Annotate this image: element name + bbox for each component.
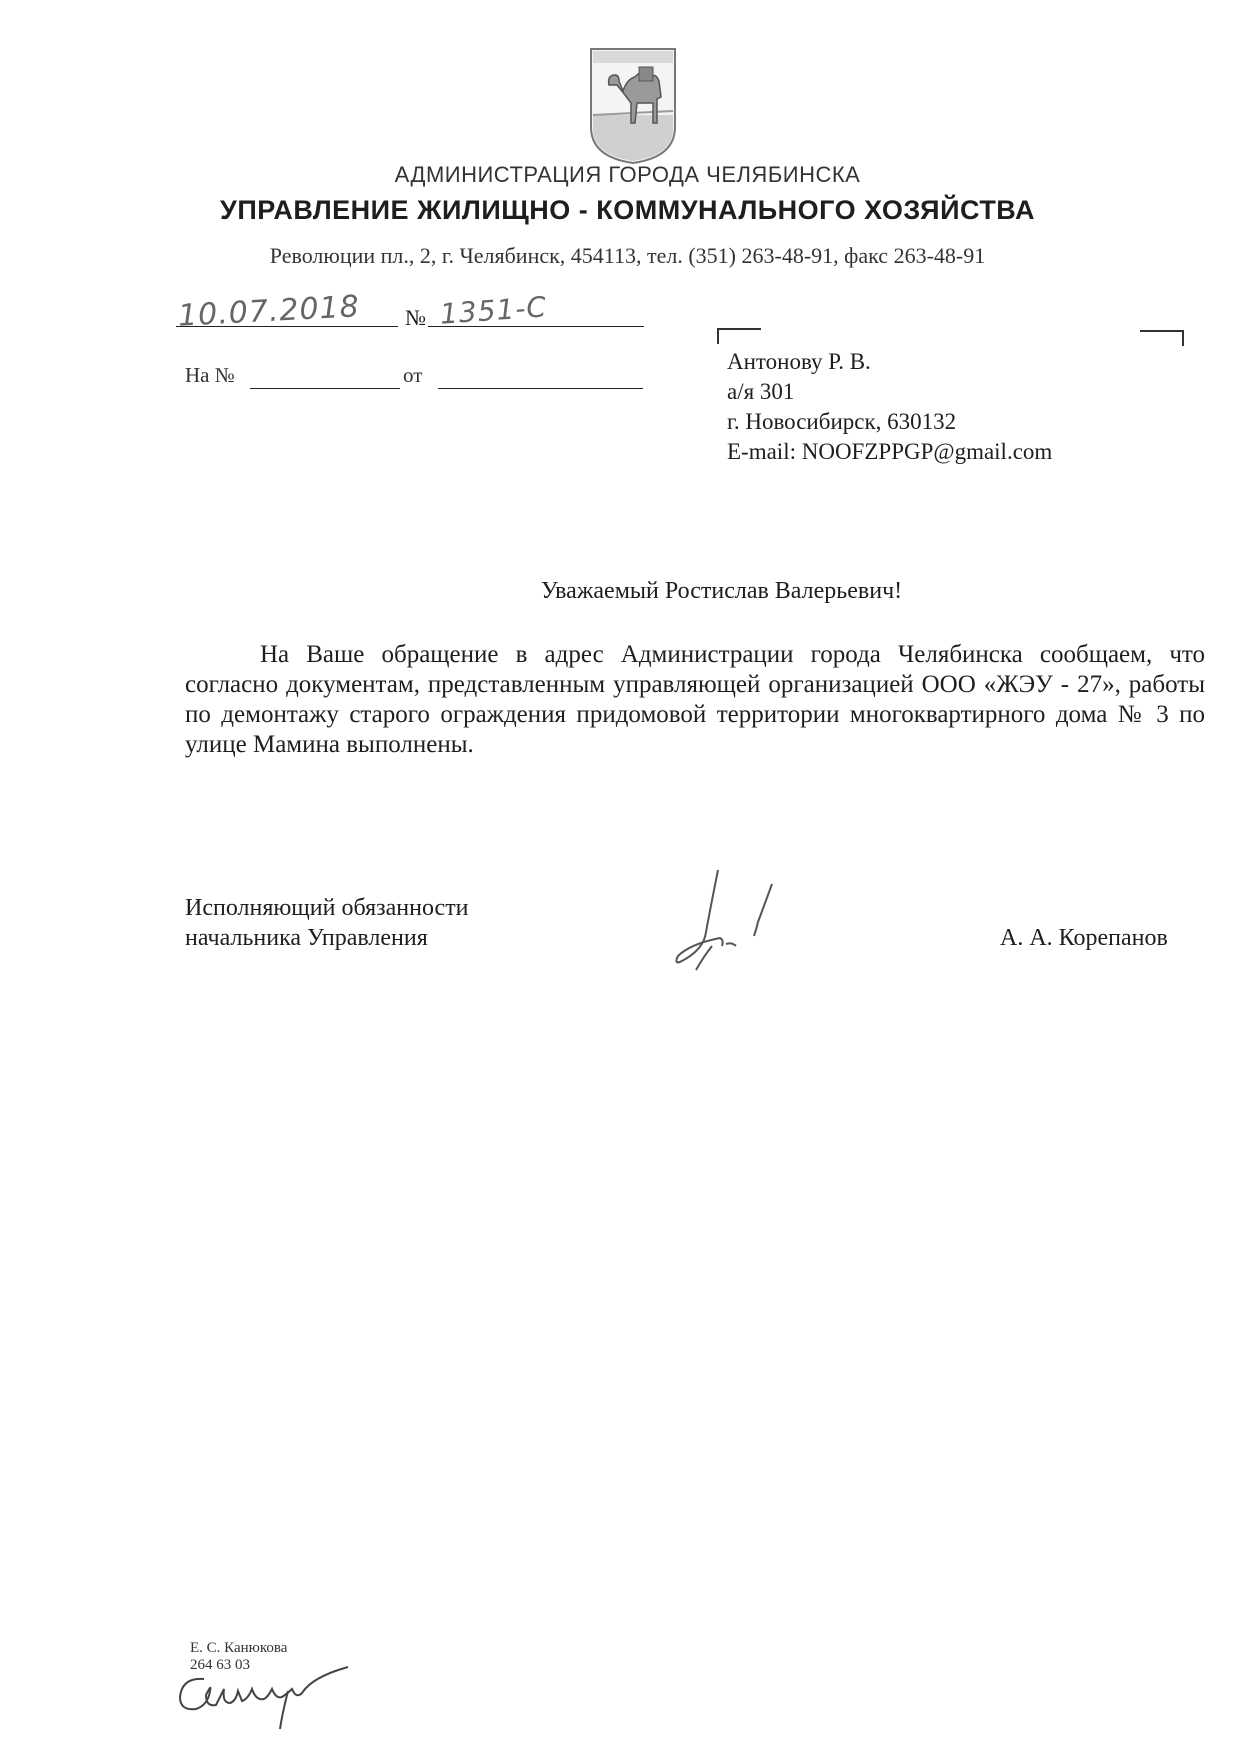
- address-corner-right: [1140, 330, 1184, 346]
- salutation: Уважаемый Ростислав Валерьевич!: [540, 578, 903, 604]
- reply-number-label: На №: [185, 363, 235, 387]
- coat-of-arms-emblem: [587, 45, 679, 165]
- letter-paragraph: На Ваше обращение в адрес Администрации города Челябинска сообщаем, что согласно документам, представленным управляющей организацией ООО «ЖЭУ - 27», работы по демонтажу старого ограждения придомовой территории многоквартирного дома № 3 по улице Мамина выполнены.: [185, 641, 1205, 758]
- recipient-city: г. Новосибирск, 630132: [727, 409, 957, 434]
- organization-name: АДМИНИСТРАЦИЯ ГОРОДА ЧЕЛЯБИНСКА: [394, 162, 861, 187]
- number-line: [428, 326, 644, 327]
- outgoing-date: 10.07.2018: [177, 289, 361, 334]
- signatory-position: [185, 893, 469, 953]
- recipient-email: E-mail: NOOFZPPGP@gmail.com: [727, 439, 1053, 464]
- position-line-1: Исполняющий обязанности: [185, 895, 469, 921]
- number-label: №: [405, 305, 426, 330]
- recipient-name: Антонову Р. В.: [727, 349, 871, 374]
- position-line-2: начальника Управления: [185, 925, 428, 951]
- address-corner-left: [717, 328, 761, 344]
- date-line: [176, 326, 398, 327]
- signatory-name: А. А. Корепанов: [1000, 925, 1168, 951]
- executor-signature: [172, 1655, 352, 1735]
- executor-phone: 264 63 03: [190, 1657, 250, 1673]
- letter-body: [185, 640, 1205, 760]
- department-address: Революции пл., 2, г. Челябинск, 454113, тел. (351) 263-48-91, факс 263-48-91: [269, 243, 986, 268]
- reply-from-line: [438, 388, 643, 389]
- recipient-block: [727, 347, 1052, 467]
- department-title: УПРАВЛЕНИЕ ЖИЛИЩНО - КОММУНАЛЬНОГО ХОЗЯЙСТВА: [220, 195, 1035, 225]
- reply-from-label: от: [403, 363, 423, 387]
- reply-number-line: [250, 388, 400, 389]
- handwritten-signature: [660, 860, 810, 1010]
- executor-name: Е. С. Канюкова: [190, 1640, 288, 1656]
- recipient-po-box: а/я 301: [727, 379, 795, 404]
- outgoing-number: 1351-С: [438, 290, 548, 331]
